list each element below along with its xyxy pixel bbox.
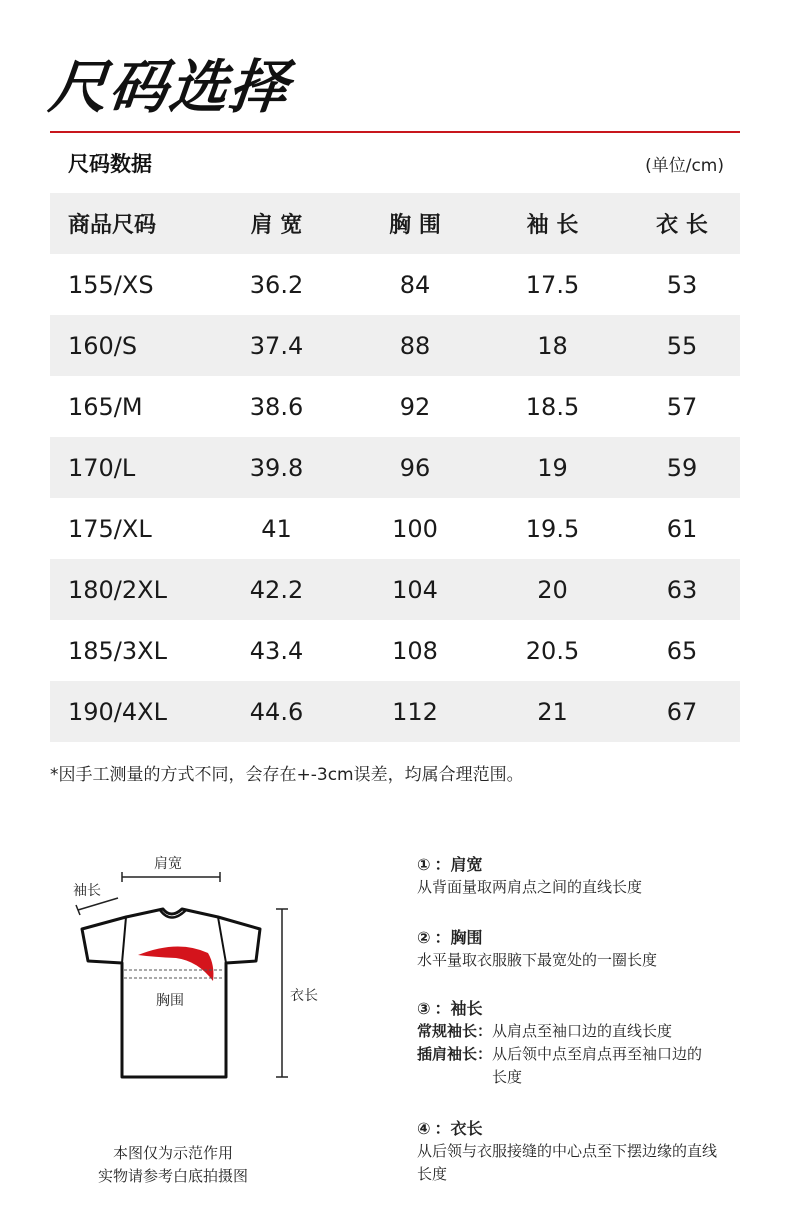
title-divider (50, 131, 740, 133)
table-cell: 38.6 (249, 392, 304, 421)
legend-desc: 从背面量取两肩点之间的直线长度 (417, 878, 643, 896)
table-cell: 18.5 (525, 392, 580, 421)
table-cell: 20.5 (525, 636, 580, 665)
column-header: 衣 长 (656, 213, 708, 238)
legend-title: ：袖长 (434, 999, 483, 1018)
number-badge: ② (417, 928, 431, 947)
table-cell: 43.4 (249, 636, 304, 665)
chest-label: 胸围 (156, 993, 184, 1009)
table-cell: 36.2 (249, 270, 304, 299)
number-badge: ① (417, 855, 431, 874)
table-cell: 42.2 (249, 575, 304, 604)
shoulder-label: 肩宽 (154, 856, 182, 872)
unit-label: (单位/cm) (645, 156, 724, 176)
table-cell: 67 (666, 697, 698, 726)
table-row (50, 376, 740, 437)
measurement-note: *因手工测量的方式不同，会存在+-3cm误差，均属合理范围。 (50, 765, 524, 785)
table-cell: 185/3XL (68, 636, 167, 665)
table-cell: 20 (537, 575, 568, 604)
legend-shoulder (417, 853, 747, 899)
tshirt-diagram (60, 845, 340, 1095)
table-cell: 44.6 (249, 697, 304, 726)
table-cell: 63 (666, 575, 698, 604)
table-cell: 165/M (68, 392, 143, 421)
table-row (50, 559, 740, 620)
table-row (50, 315, 740, 376)
tshirt-outline-icon (60, 845, 340, 1095)
length-label: 衣长 (290, 988, 318, 1004)
table-cell: 61 (666, 514, 698, 543)
page-title: 尺码选择 (45, 53, 294, 121)
table-cell: 160/S (68, 331, 138, 360)
table-cell: 175/XL (68, 514, 152, 543)
legend-title: ：肩宽 (434, 855, 483, 874)
legend-desc: 从后领与衣服接缝的中心点至下摆边缘的直线长度 (417, 1142, 718, 1183)
table-cell: 37.4 (249, 331, 304, 360)
table-cell: 88 (399, 331, 431, 360)
legend-desc: 从后领中点至肩点再至袖口边的长度 (492, 1045, 703, 1086)
table-cell: 39.8 (249, 453, 304, 482)
table-cell: 19 (537, 453, 568, 482)
table-cell: 57 (666, 392, 698, 421)
legend-sleeve (417, 997, 747, 1089)
legend-length (417, 1117, 747, 1186)
table-cell: 104 (392, 575, 438, 604)
number-badge: ③ (417, 999, 431, 1018)
table-cell: 21 (537, 697, 568, 726)
table-row (50, 437, 740, 498)
number-badge: ④ (417, 1119, 431, 1138)
table-cell: 108 (392, 636, 438, 665)
caption-line: 本图仅为示范作用 (112, 1144, 233, 1162)
table-cell: 17.5 (525, 270, 580, 299)
table-cell: 96 (399, 453, 431, 482)
table-cell: 55 (666, 331, 698, 360)
table-header-row (50, 193, 740, 254)
column-header: 商品尺码 (68, 213, 157, 238)
diagram-caption (68, 1142, 278, 1188)
table-row (50, 620, 740, 681)
sleeve-label: 袖长 (73, 883, 101, 899)
table-cell: 180/2XL (68, 575, 167, 604)
table-cell: 84 (399, 270, 431, 299)
column-header: 胸 围 (389, 213, 441, 238)
table-row (50, 681, 740, 742)
legend-desc: 从肩点至袖口边的直线长度 (492, 1022, 673, 1040)
table-cell: 41 (261, 514, 292, 543)
table-cell: 155/XS (68, 270, 154, 299)
table-cell: 18 (537, 331, 568, 360)
table-cell: 112 (392, 697, 438, 726)
table-row (50, 254, 740, 315)
legend-chest (417, 926, 747, 972)
table-cell: 92 (399, 392, 431, 421)
column-header: 袖 长 (526, 213, 579, 238)
legend-title: ：衣长 (434, 1119, 483, 1138)
table-cell: 53 (666, 270, 698, 299)
table-cell: 19.5 (525, 514, 580, 543)
table-cell: 190/4XL (68, 697, 167, 726)
section-title: 尺码数据 (68, 152, 152, 176)
legend-title: ：胸围 (434, 928, 483, 947)
legend-desc: 水平量取衣服腋下最宽处的一圈长度 (417, 951, 658, 969)
table-cell: 100 (392, 514, 438, 543)
legend-key: 常规袖长： (417, 1022, 493, 1040)
legend-key: 插肩袖长： (417, 1045, 493, 1063)
table-cell: 59 (666, 453, 698, 482)
table-cell: 170/L (68, 453, 136, 482)
table-cell: 65 (666, 636, 698, 665)
table-row (50, 498, 740, 559)
column-header: 肩 宽 (250, 213, 303, 238)
caption-line: 实物请参考白底拍摄图 (97, 1167, 248, 1185)
size-table (50, 193, 740, 742)
